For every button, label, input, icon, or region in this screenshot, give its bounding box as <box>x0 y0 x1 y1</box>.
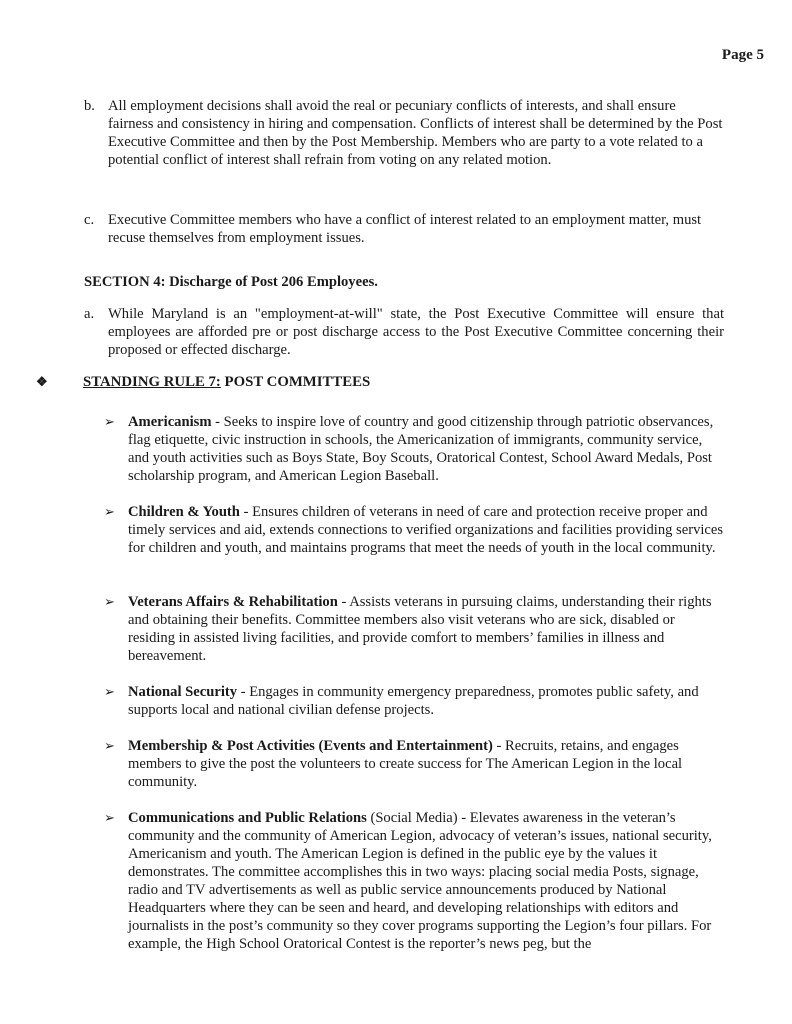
list-item-text: Executive Committee members who have a conflict of interest related to an employment matter, must recuse themselves from employment issues. <box>108 212 702 246</box>
list-item-text: All employment decisions shall avoid the real or pecuniary conflicts of interests, and shall ensure fairness and consistency in hiring and compensation. Conflicts of interest shall be determined by the Post Executive Committee and then by the Post Membership. Members who are party to a vote related to a potential conflict of interest shall refrain from voting on any related motion. <box>108 98 723 168</box>
committee-description: - Engages in community emergency preparedness, promotes public safety, and supports local and national civilian defense projects. <box>128 684 699 718</box>
committee-item <box>104 737 724 791</box>
committee-item <box>104 413 724 485</box>
list-marker: b. <box>84 98 95 114</box>
section-4-heading: SECTION 4: Discharge of Post 206 Employees. <box>84 274 378 290</box>
committee-item <box>104 683 724 719</box>
committee-description: - Ensures children of veterans in need of care and protection receive proper and timely services and aid, extends connections to verified organizations and facilities providing services for children and youth, and maintains programs that meet the needs of youth in the local community. <box>128 504 724 556</box>
list-item-a <box>84 305 724 359</box>
page-number: Page 5 <box>721 47 764 63</box>
committee-name: Communications and Public Relations <box>128 810 367 826</box>
standing-rule-heading <box>36 373 370 391</box>
arrow-bullet-icon: ➢ <box>104 414 115 429</box>
committee-item <box>104 809 724 953</box>
list-marker: a. <box>84 306 95 322</box>
committee-name: Veterans Affairs & Rehabilitation <box>128 594 338 610</box>
committee-description: - Recruits, retains, and engages members to give the post the volunteers to create success for The American Legion in the local community. <box>128 738 683 790</box>
list-item-c <box>84 211 724 247</box>
committee-name-suffix: (Social Media) <box>366 810 458 826</box>
committee-item <box>104 503 724 557</box>
committee-name: National Security <box>128 684 238 700</box>
committee-description: - Elevates awareness in the veteran’s community and the community of American Legion, advocacy of veteran’s issues, national security, Americanism and youth. The American Legion is defined in the public eye by the values it demonstrates. The committee accomplishes this in two ways: placing social media Posts, signage, radio and TV advertisements as well as public service announcements produced by National Headquarters where they can be seen and heard, and developing relationships with editors and journalists in the post’s community so they cover programs supporting the Legion’s four pillars. For example, the High School Oratorical Contest is the reporter’s news peg, but the <box>128 810 712 952</box>
committee-description: - Seeks to inspire love of country and good citizenship through patriotic observances, flag etiquette, civic instruction in schools, the Americanization of immigrants, community service, and youth activities such as Boys State, Boy Scouts, Oratorical Contest, School Award Medals, Post scholarship program, and American Legion Baseball. <box>128 414 714 484</box>
committee-description: - Assists veterans in pursuing claims, understanding their rights and obtaining their benefits. Committee members also visit veterans who are sick, disabled or residing in assisted living facilities, and provide comfort to members’ families in illness and bereavement. <box>128 594 712 664</box>
committee-name: Americanism <box>128 414 212 430</box>
arrow-bullet-icon: ➢ <box>104 684 115 699</box>
committee-item <box>104 593 724 665</box>
list-item-text: While Maryland is an "employment-at-will" state, the Post Executive Committee will ensure that employees are afforded pre or post discharge access to the Post Executive Committee concerning their proposed or effected discharge. <box>108 306 724 358</box>
standing-rule-label: STANDING RULE 7: <box>83 374 221 390</box>
arrow-bullet-icon: ➢ <box>104 738 115 753</box>
committee-name: Membership & Post Activities (Events and Entertainment) <box>128 738 493 754</box>
list-marker: c. <box>84 212 95 228</box>
four-diamond-bullet-icon: ❖ <box>36 374 48 389</box>
arrow-bullet-icon: ➢ <box>104 594 115 609</box>
standing-rule-title: POST COMMITTEES <box>220 374 371 390</box>
committee-name: Children & Youth <box>128 504 240 520</box>
list-item-b <box>84 97 724 169</box>
arrow-bullet-icon: ➢ <box>104 810 115 825</box>
arrow-bullet-icon: ➢ <box>104 504 115 519</box>
